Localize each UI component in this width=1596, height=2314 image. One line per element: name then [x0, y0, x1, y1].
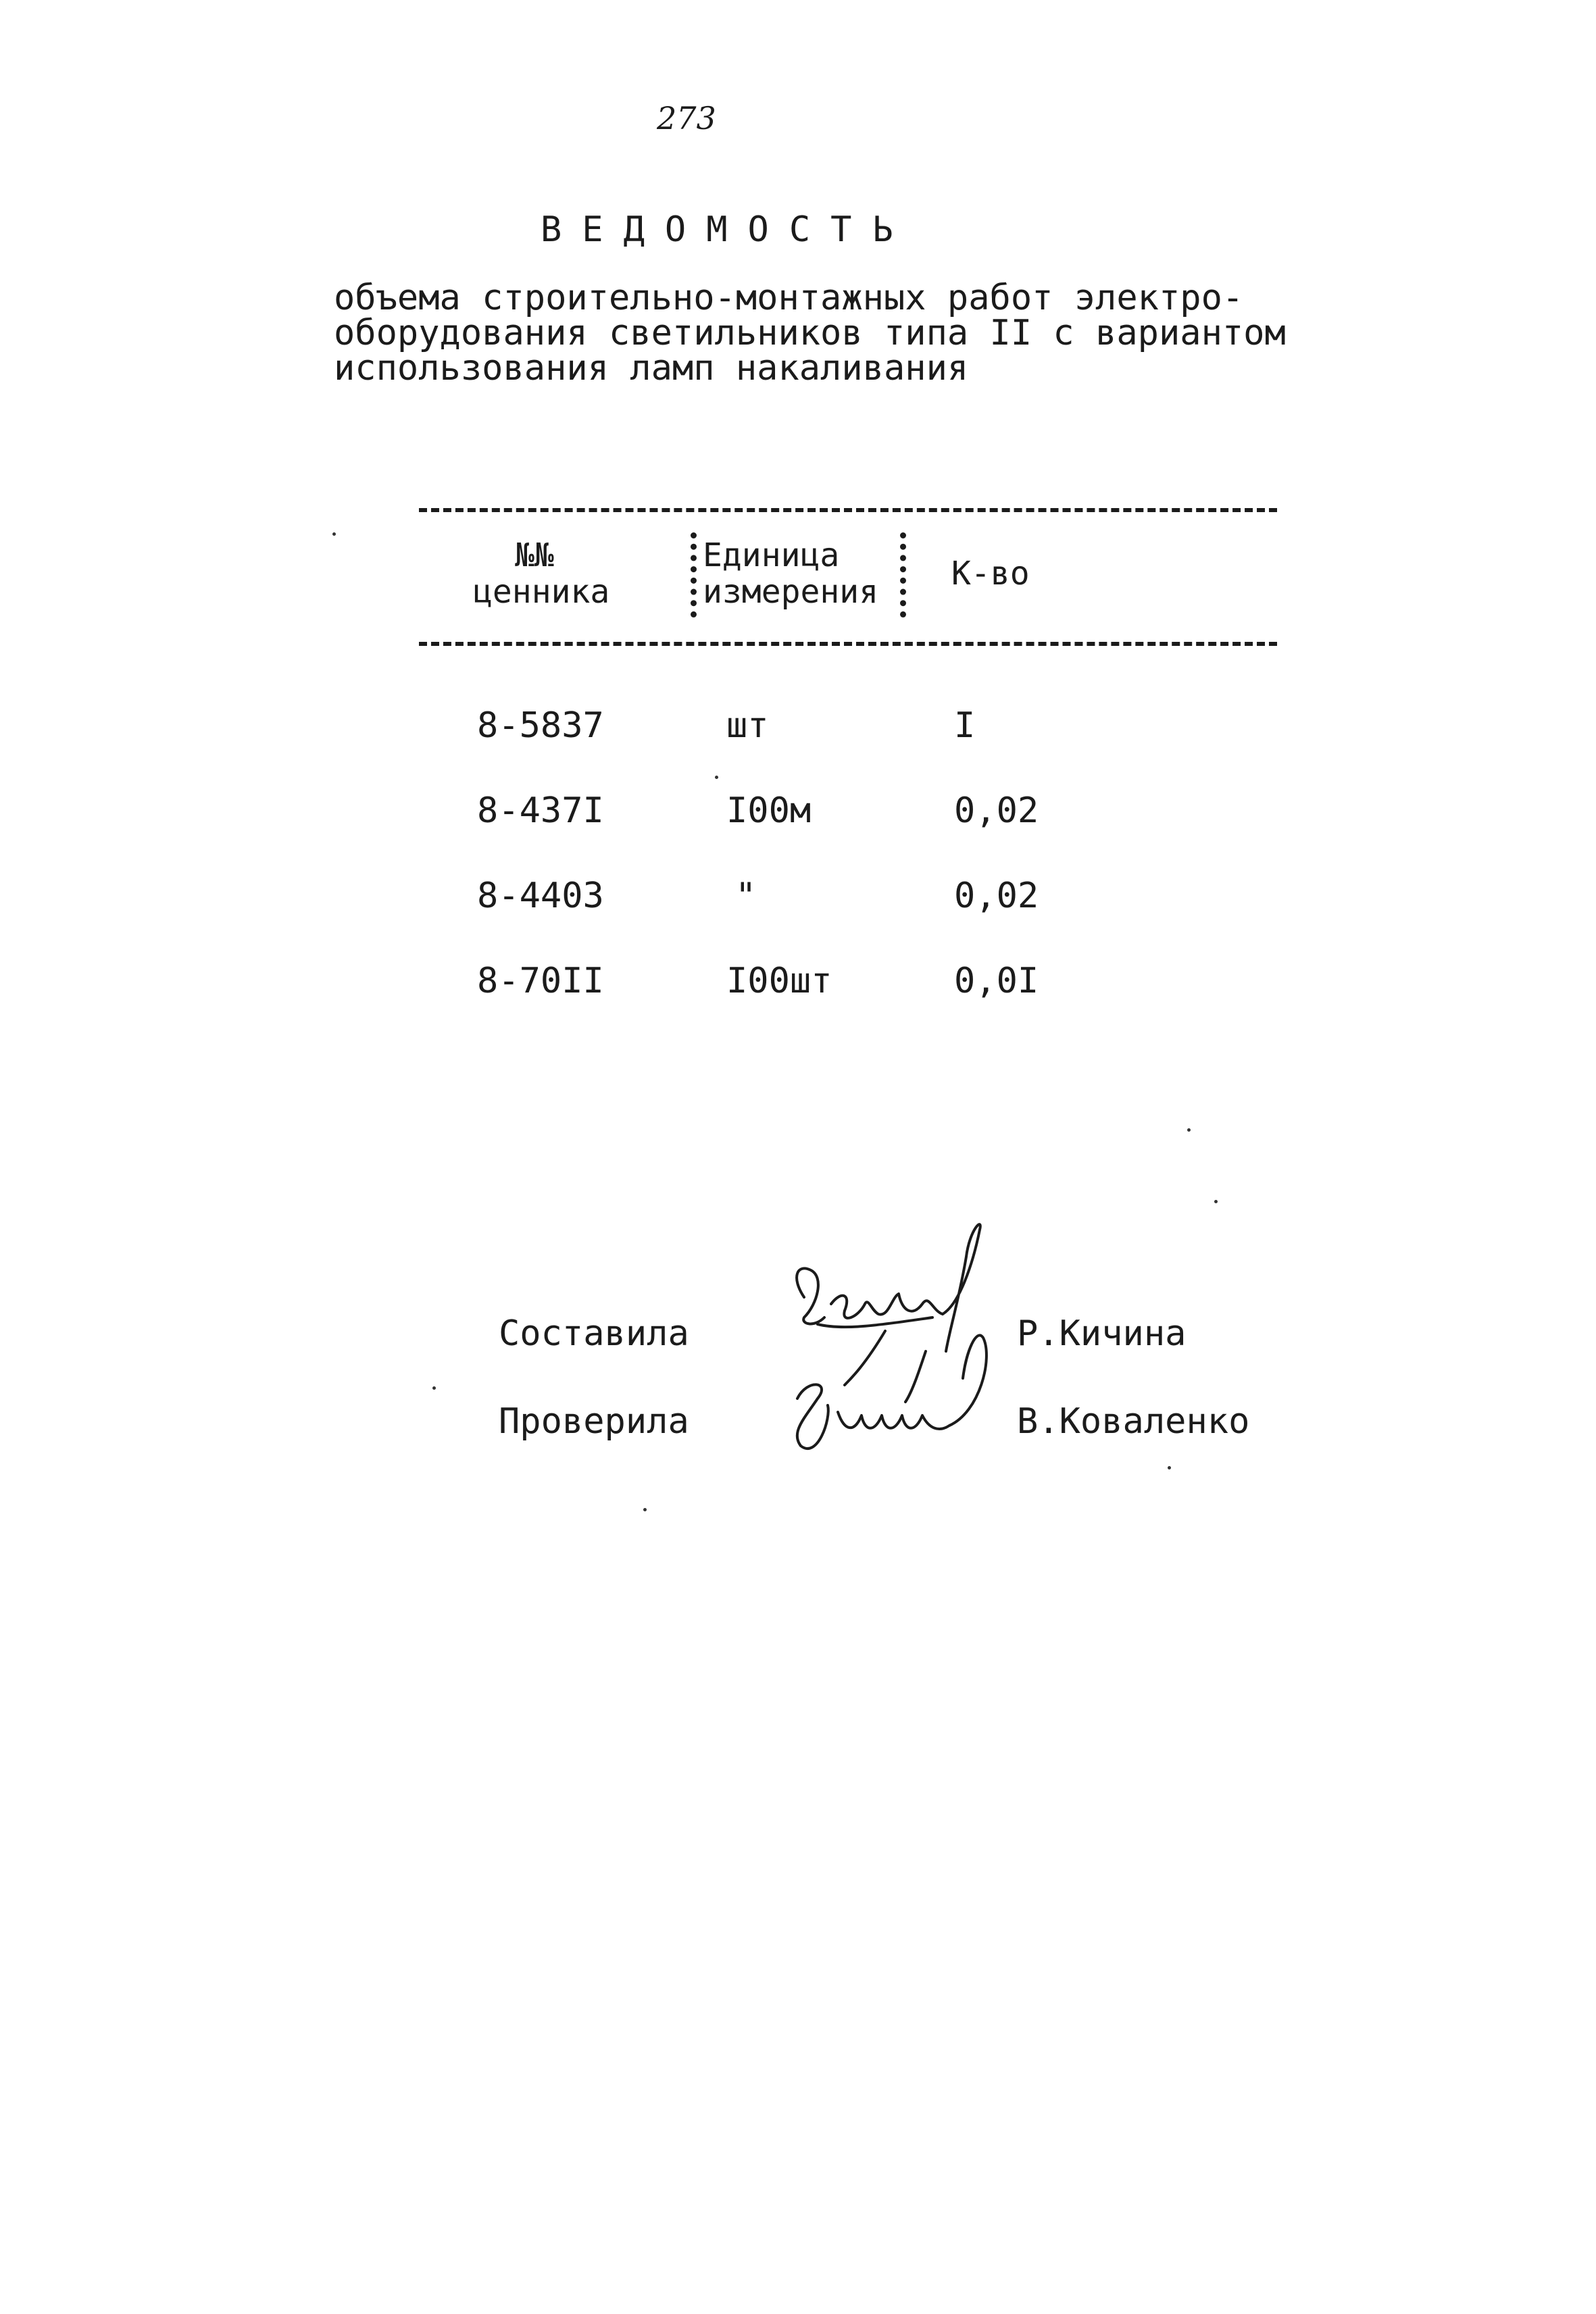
- header-unit-line2: измерения: [703, 573, 879, 611]
- document-subtitle: [334, 280, 1286, 386]
- header-price-no: [473, 537, 609, 610]
- paper-speck: [1214, 1200, 1218, 1203]
- cell-quantity: 0,02: [954, 790, 1039, 831]
- cell-price-no: 8-70II: [477, 961, 604, 1001]
- table-top-rule: [419, 508, 1277, 512]
- checked-by-name: В.Коваленко: [1017, 1401, 1250, 1442]
- cell-price-no: 8-437I: [477, 790, 604, 831]
- paper-speck: [1168, 1466, 1171, 1469]
- cell-unit: шт: [726, 705, 769, 746]
- paper-speck: [1187, 1128, 1191, 1132]
- cell-quantity: 0,0I: [954, 961, 1039, 1001]
- header-price-no-line1: №№: [515, 536, 554, 574]
- compiled-by-label: Составила: [499, 1313, 689, 1354]
- cell-quantity: 0,02: [954, 876, 1039, 916]
- table-header-rule: [419, 642, 1277, 646]
- header-unit: [703, 537, 878, 610]
- paper-speck: [332, 532, 336, 536]
- paper-speck: [432, 1386, 436, 1390]
- subtitle-line: оборудования светильников типа II с вариантом: [334, 313, 1286, 353]
- header-price-no-line2: ценника: [473, 573, 610, 611]
- compiled-by-name: Р.Кичина: [1017, 1313, 1187, 1354]
- header-unit-line1: Единица: [703, 536, 840, 574]
- paper-speck: [643, 1508, 647, 1511]
- cell-price-no: 8-4403: [477, 876, 604, 916]
- header-quantity-line1: К-во: [951, 555, 1030, 593]
- cell-quantity: I: [954, 705, 976, 746]
- paper-speck: [715, 776, 718, 779]
- page-number: 273: [657, 100, 716, 136]
- cell-unit: I00м: [726, 790, 812, 831]
- subtitle-line: использования ламп накаливания: [334, 348, 969, 388]
- document-title: ВЕДОМОСТЬ: [541, 209, 914, 250]
- handwritten-signatures: [777, 1216, 1020, 1500]
- header-quantity: [951, 555, 1030, 592]
- checked-by-label: Проверила: [499, 1401, 689, 1442]
- subtitle-line: объема строительно-монтажных работ электро-: [334, 278, 1244, 318]
- cell-unit: I00шт: [726, 961, 832, 1001]
- cell-price-no: 8-5837: [477, 705, 604, 746]
- column-separator: [691, 532, 697, 618]
- column-separator: [900, 532, 906, 618]
- cell-unit: ": [735, 876, 757, 916]
